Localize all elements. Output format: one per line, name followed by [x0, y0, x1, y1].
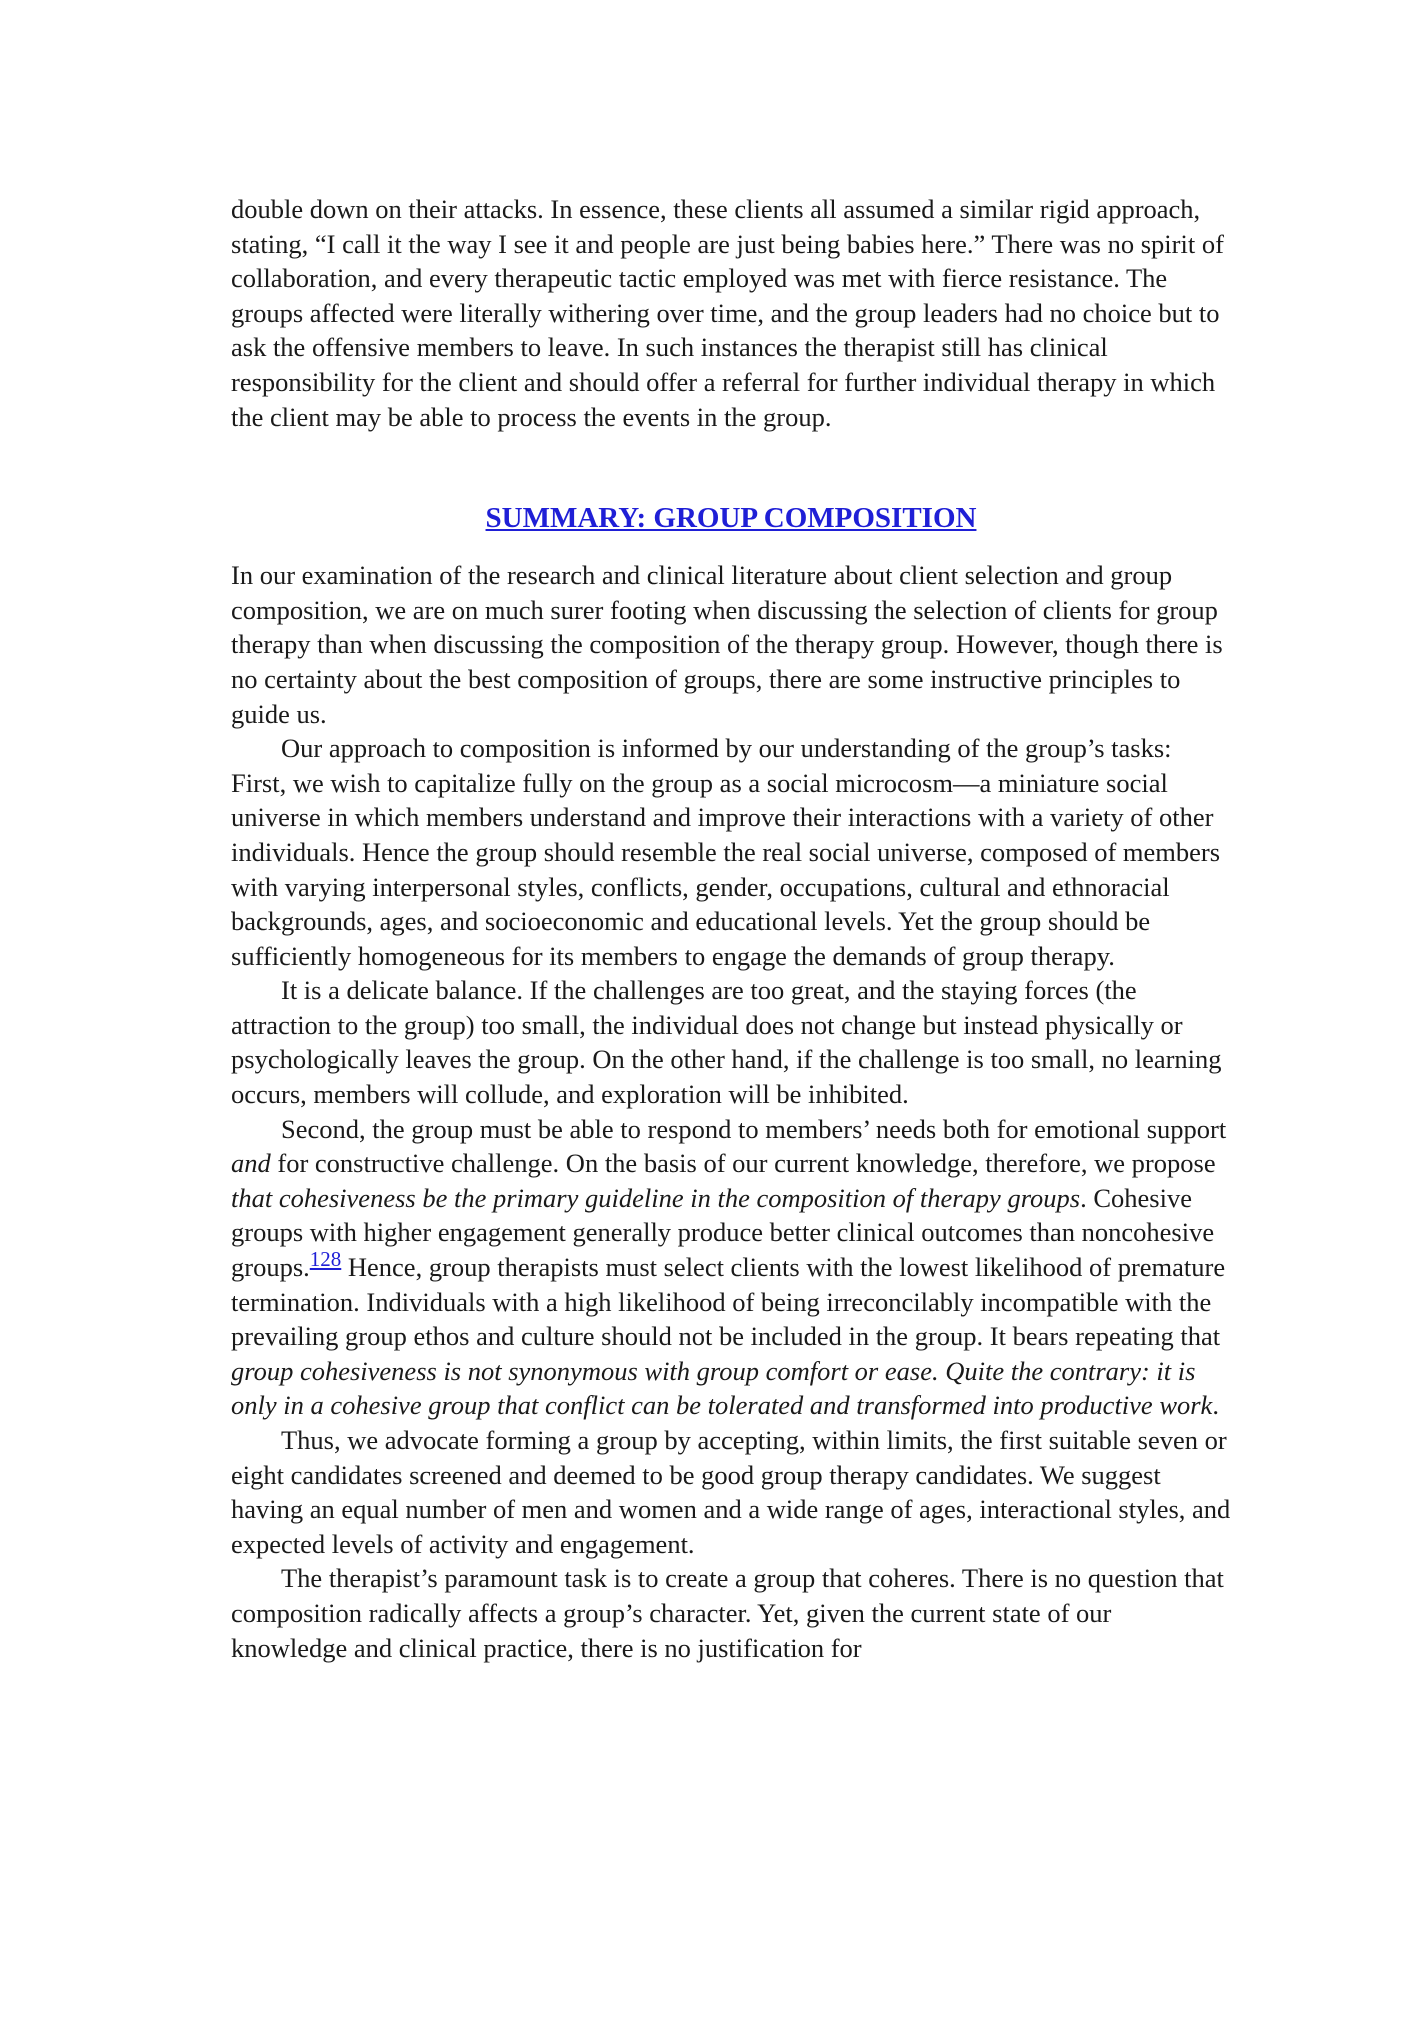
p4-emphasis-cohesiveness: that cohesiveness be the primary guideline in the composition of therapy groups — [231, 1182, 1081, 1213]
p4-text-e: . Cohesive groups with higher engagement generally produce better clinical outcomes than noncohesive groups. — [231, 1182, 1215, 1283]
p4-text-c: for constructive challenge. On the basis of our current knowledge, therefore, we propose — [270, 1148, 1216, 1179]
p4-emphasis-and: and — [231, 1148, 271, 1179]
p4-text-a: Second, the group must be able to respond to members’ needs both for emotional support — [281, 1113, 1227, 1144]
footnote-link[interactable]: 128 — [309, 1247, 342, 1272]
page-body — [231, 192, 1231, 1665]
paragraph-1: In our examination of the research and clinical literature about client selection and group composition, we are on much surer footing when discussing the selection of clients for group therapy than when discussing the composition of the therapy group. However, though there is no certainty about the best composition of groups, there are some instructive principles to guide us. — [231, 560, 1223, 729]
intro-paragraph: double down on their attacks. In essence, these clients all assumed a similar rigid approach, stating, “I call it the way I see it and people are just being babies here.” There was no spirit of collaboration, and every therapeutic tactic employed was met with fierce resistance. The groups affected were literally withering over time, and the group leaders had no choice but to ask the offensive members to leave. In such instances the therapist still has clinical responsibility for the client and should offer a referral for further individual therapy in which the client may be able to process the events in the group. — [231, 194, 1224, 432]
p4-text-f: Hence, group therapists must select clients with the lowest likelihood of premature termination. Individuals with a high likelihood of being irreconcilably incompatible with the prevailing group ethos and culture should not be included in the group. It bears repeating that — [231, 1252, 1226, 1352]
section-heading-link[interactable]: SUMMARY: GROUP COMPOSITION — [485, 502, 977, 535]
paragraph-4 — [231, 1112, 1231, 1423]
paragraph-3: It is a delicate balance. If the challenges are too great, and the staying forces (the attraction to the group) too small, the individual does not change but instead physically or psychologically leaves the group. On the other hand, if the challenge is too small, no learning occurs, members will collude, and exploration will be inhibited. — [231, 975, 1222, 1110]
p4-text-h: . — [1212, 1390, 1219, 1421]
section-heading — [231, 500, 1231, 536]
paragraph-6: The therapist’s paramount task is to create a group that coheres. There is no question that composition radically affects a group’s character. Yet, given the current state of our knowledge and clinical practice, there is no justification for — [231, 1563, 1224, 1663]
paragraph-5: Thus, we advocate forming a group by accepting, within limits, the first suitable seven or eight candidates screened and deemed to be good group therapy candidates. We suggest having an equal number of men and women and a wide range of ages, interactional styles, and expected levels of activity and engagement. — [231, 1425, 1231, 1559]
p4-emphasis-quote: group cohesiveness is not synonymous with group comfort or ease. Quite the contrary: it is only in a cohesive group that conflict can be tolerated and transformed into productive work — [231, 1355, 1213, 1421]
paragraph-2: Our approach to composition is informed by our understanding of the group’s tasks: First, we wish to capitalize fully on the group as a social microcosm—a miniature social universe in which members understand and improve their interactions with a variety of other individuals. Hence the group should resemble the real social universe, composed of members with varying interpersonal styles, conflicts, gender, occupations, cultural and ethnoracial backgrounds, ages, and socioeconomic and educational levels. Yet the group should be sufficiently homogeneous for its members to engage the demands of group therapy. — [231, 733, 1221, 971]
